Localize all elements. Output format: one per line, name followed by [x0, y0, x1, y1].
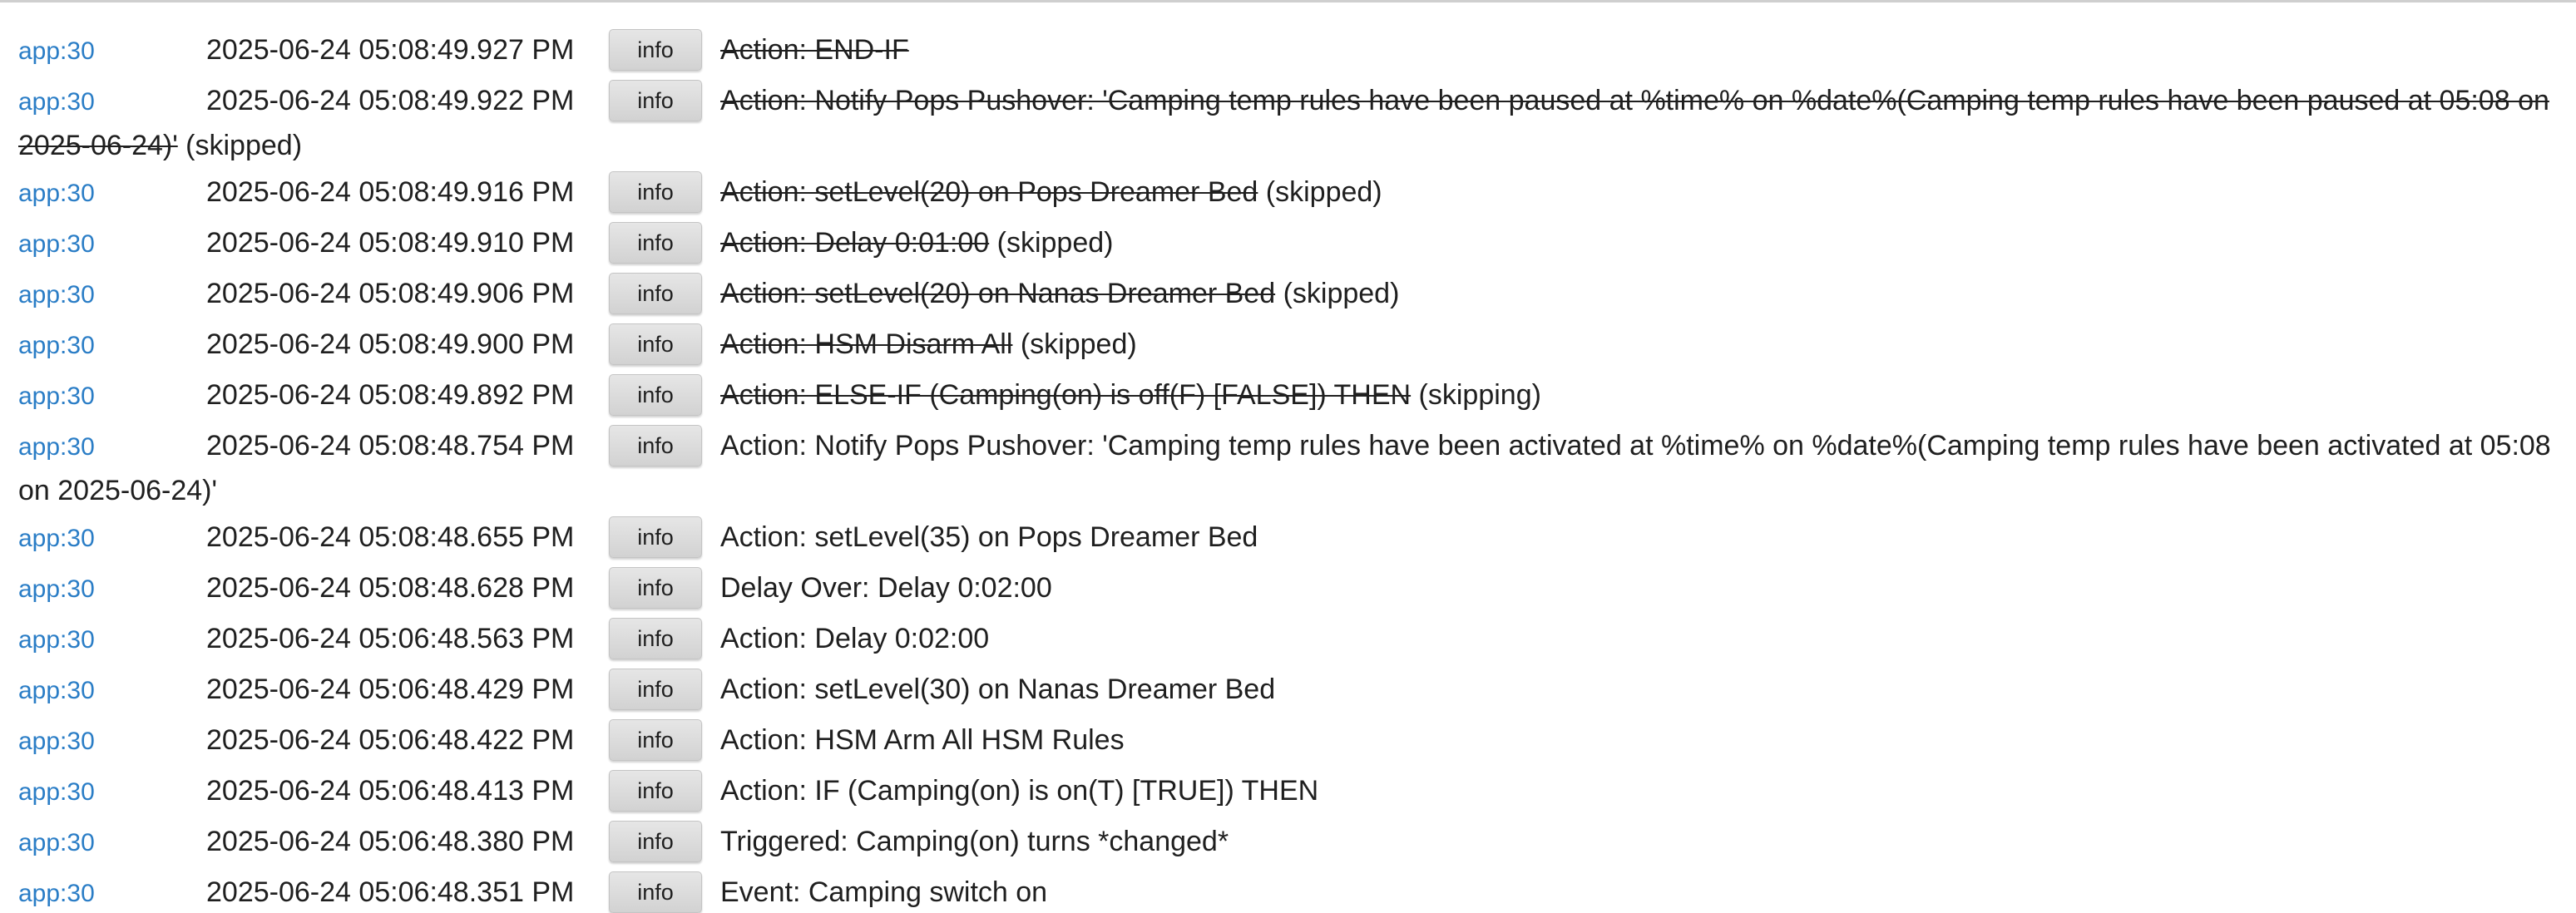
- app-link[interactable]: app:30: [18, 575, 95, 603]
- app-link[interactable]: app:30: [18, 677, 95, 704]
- timestamp: 2025-06-24 05:06:48.380 PM: [206, 826, 575, 857]
- message-plain: Action: HSM Arm All HSM Rules: [720, 724, 1125, 756]
- level-badge[interactable]: info: [609, 80, 702, 121]
- level-badge[interactable]: info: [609, 719, 702, 761]
- message-plain: (skipping): [1411, 379, 1541, 411]
- app-link[interactable]: app:30: [18, 230, 95, 258]
- timestamp: 2025-06-24 05:06:48.351 PM: [206, 876, 575, 908]
- message-plain: Action: Delay 0:02:00: [720, 623, 990, 654]
- message-plain: (skipped): [989, 227, 1114, 259]
- message-struck: Action: Delay 0:01:00: [720, 227, 990, 259]
- timestamp: 2025-06-24 05:06:48.429 PM: [206, 674, 575, 705]
- timestamp: 2025-06-24 05:08:49.922 PM: [206, 85, 575, 116]
- log-list: [18, 28, 2567, 913]
- level-badge[interactable]: info: [609, 171, 702, 213]
- timestamp: 2025-06-24 05:08:48.628 PM: [206, 572, 575, 604]
- message-struck: Action: setLevel(20) on Nanas Dreamer Bed: [720, 278, 1276, 309]
- log-row: [18, 424, 2567, 516]
- app-link[interactable]: app:30: [18, 433, 95, 461]
- log-row: [18, 221, 2567, 272]
- timestamp: 2025-06-24 05:08:49.906 PM: [206, 278, 575, 309]
- app-link[interactable]: app:30: [18, 525, 95, 552]
- app-link[interactable]: app:30: [18, 88, 95, 116]
- app-link[interactable]: app:30: [18, 829, 95, 856]
- app-link[interactable]: app:30: [18, 778, 95, 806]
- app-link[interactable]: app:30: [18, 382, 95, 410]
- message-struck: Action: setLevel(20) on Pops Dreamer Bed: [720, 176, 1258, 208]
- level-badge[interactable]: info: [609, 618, 702, 659]
- app-link[interactable]: app:30: [18, 180, 95, 207]
- level-badge[interactable]: info: [609, 273, 702, 314]
- timestamp: 2025-06-24 05:06:48.563 PM: [206, 623, 575, 654]
- timestamp: 2025-06-24 05:08:49.900 PM: [206, 328, 575, 360]
- timestamp: 2025-06-24 05:08:49.916 PM: [206, 176, 575, 208]
- timestamp: 2025-06-24 05:08:49.892 PM: [206, 379, 575, 411]
- log-row: [18, 820, 2567, 871]
- message-plain: Action: Notify Pops Pushover: 'Camping temp rules have been activated at %time% on %date%(Camping temp rules have been activated at 05:08 on 2025-06-24)': [18, 430, 2551, 506]
- message-struck: Action: HSM Disarm All: [720, 328, 1013, 360]
- app-link[interactable]: app:30: [18, 626, 95, 654]
- message-struck: Action: Notify Pops Pushover: 'Camping temp rules have been paused at %time% on %date%(Camping temp rules have been paused at 05:08 on 2025-06-24)': [18, 85, 2549, 161]
- level-badge[interactable]: info: [609, 821, 702, 862]
- log-row: [18, 718, 2567, 769]
- level-badge[interactable]: info: [609, 374, 702, 416]
- log-row: [18, 668, 2567, 718]
- level-badge[interactable]: info: [609, 323, 702, 365]
- log-row: [18, 28, 2567, 79]
- top-divider: [0, 0, 2576, 2]
- log-row: [18, 566, 2567, 617]
- app-link[interactable]: app:30: [18, 728, 95, 755]
- message-plain: Action: setLevel(35) on Pops Dreamer Bed: [720, 521, 1258, 553]
- log-row: [18, 373, 2567, 424]
- message-plain: Triggered: Camping(on) turns *changed*: [720, 826, 1229, 857]
- log-row: [18, 617, 2567, 668]
- timestamp: 2025-06-24 05:08:49.927 PM: [206, 34, 575, 66]
- level-badge[interactable]: info: [609, 871, 702, 913]
- message-struck: Action: END-IF: [720, 34, 909, 66]
- level-badge[interactable]: info: [609, 770, 702, 812]
- level-badge[interactable]: info: [609, 425, 702, 466]
- level-badge[interactable]: info: [609, 222, 702, 264]
- timestamp: 2025-06-24 05:06:48.413 PM: [206, 775, 575, 807]
- level-badge[interactable]: info: [609, 29, 702, 71]
- level-badge[interactable]: info: [609, 567, 702, 609]
- timestamp: 2025-06-24 05:06:48.422 PM: [206, 724, 575, 756]
- log-row: [18, 272, 2567, 323]
- log-row: [18, 871, 2567, 913]
- message-plain: Event: Camping switch on: [720, 876, 1048, 908]
- timestamp: 2025-06-24 05:08:49.910 PM: [206, 227, 575, 259]
- app-link[interactable]: app:30: [18, 281, 95, 308]
- message-plain: Action: IF (Camping(on) is on(T) [TRUE]) THEN: [720, 775, 1319, 807]
- message-plain: (skipped): [1012, 328, 1137, 360]
- app-link[interactable]: app:30: [18, 37, 95, 65]
- timestamp: 2025-06-24 05:08:48.655 PM: [206, 521, 575, 553]
- level-badge[interactable]: info: [609, 516, 702, 558]
- message-plain: Delay Over: Delay 0:02:00: [720, 572, 1052, 604]
- log-row: [18, 516, 2567, 566]
- message-plain: (skipped): [1275, 278, 1400, 309]
- message-plain: (skipped): [177, 130, 303, 161]
- level-badge[interactable]: info: [609, 669, 702, 710]
- log-row: [18, 323, 2567, 373]
- timestamp: 2025-06-24 05:08:48.754 PM: [206, 430, 575, 461]
- log-row: [18, 79, 2567, 170]
- message-struck: Action: ELSE-IF (Camping(on) is off(F) [FALSE]) THEN: [720, 379, 1412, 411]
- message-plain: Action: setLevel(30) on Nanas Dreamer Bed: [720, 674, 1276, 705]
- message-plain: (skipped): [1258, 176, 1382, 208]
- log-row: [18, 170, 2567, 221]
- log-row: [18, 769, 2567, 820]
- app-link[interactable]: app:30: [18, 332, 95, 359]
- app-link[interactable]: app:30: [18, 880, 95, 907]
